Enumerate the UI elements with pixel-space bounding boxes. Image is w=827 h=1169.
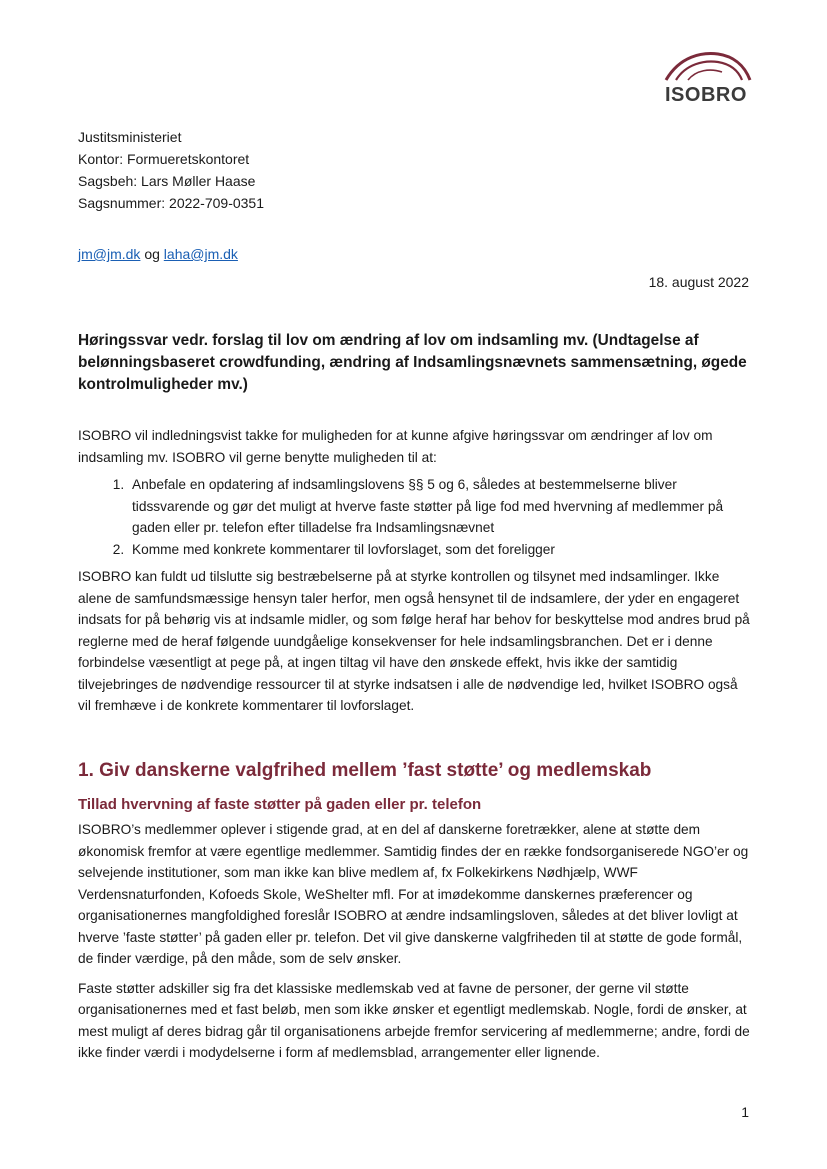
email-link-jm[interactable]: jm@jm.dk [78,246,141,262]
section-1-heading [78,760,651,782]
subject-heading: Høringssvar vedr. forslag til lov om ændring af lov om indsamling mv. (Undtagelse af belønningsbaseret crowdfunding, ændring af Indsamlingsnævnets sammensætning, øgede kontrolmuligheder mv.) [78,332,747,393]
subsection-heading: Tillad hvervning af faste støtter på gaden eller pr. telefon [78,796,482,813]
support-paragraph: ISOBRO kan fuldt ud tilslutte sig bestræbelserne på at styrke kontrollen og tilsynet med indsamlinger. Ikke alene de samfundsmæssige hensyn taler herfor, men også hensynet til de indsamlere, der yder en engageret indsats for på behørig vis at indsamle midler, og som følge heraf har behov for beskyttelse mod andres brud på reglerne med de heraf følgende uundgåelige konsekvenser for hele indsamlingsbranchen. Det er i denne forbindelse væsentligt at pege på, at ingen tiltag vil have den ønskede effekt, hvis ikke der samtidig tilvejebringes de nødvendige ressourcer til at styrke indsatsen i alle de nødvendige led, hvilket ISOBRO også vil fremhæve i de konkrete kommentarer til lovforslaget. [78,569,750,713]
page-number: 1 [741,1104,749,1120]
supporters-paragraph: Faste støtter adskiller sig fra det klassiske medlemskab ved at favne de personer, der gerne vil støtte organisationernes med et fast beløb, men som ikke ønsker et egentligt medlemskab. Nogle, fordi de ønsker, at mest muligt af deres bidrag går til organisationens arbejde fremfor servicering af medlemmerne; andre, fordi de ikke finder værdi i modydelserne i form af medlemsblad, arrangementer eller lignende. [78,980,750,1060]
logo-arch-icon [662,50,752,82]
section-1-body [78,819,750,1072]
recipient-ministry: Justitsministeriet [78,129,182,145]
recipient-case-number: Sagsnummer: 2022-709-0351 [78,195,265,211]
email-connector: og [140,246,164,262]
recommendation-list [78,474,750,560]
list-item: 2. Komme med konkrete kommentarer til lovforslaget, som det foreligger [128,539,750,561]
section-title: Giv danskerne valgfrihed mellem ’fast støtte’ og medlemskab [99,760,652,781]
members-paragraph: ISOBRO’s medlemmer oplever i stigende grad, at en del af danskerne foretrækker, alene at støtte dem økonomisk fremfor at være egentlige medlemmer. Samtidig findes der en række fondsorganiserede NGO’er og selvejende institutioner, som man ikke kan blive medlem af, fx Folkekirkens Nødhjælp, WWF Verdensnaturfonden, Kofoeds Skole, WeShelter mfl. For at imødekomme danskernes præferencer og organisationernes mangfoldighed foreslår ISOBRO at ændre indsamlingsloven, således at det bliver lovligt at hverve ’faste støtter’ på gaden eller pr. telefon. Det vil give danskerne valgfriheden til at støtte de gode formål, de finder værdige, på den måde, som de selv ønsker. [78,822,749,966]
intro-paragraph: ISOBRO vil indledningsvist takke for muligheden for at kunne afgive høringssvar om ændringer af lov om indsamling mv. ISOBRO vil gerne benytte muligheden til at: [78,428,713,465]
recipient-office: Kontor: Formueretskontoret [78,151,250,167]
logo-text: ISOBRO [665,84,747,106]
section-number: 1. [78,760,94,781]
list-item: 1. Anbefale en opdatering af indsamlingslovens §§ 5 og 6, således at bestemmelserne bliver tidssvarende og gør det muligt at hverve faste støtter på lige fod med hvervning af medlemmer på gaden eller pr. telefon efter tilladelse fra Indsamlingsnævnet [128,474,750,539]
email-link-laha[interactable]: laha@jm.dk [163,246,238,262]
email-line [78,243,238,265]
letter-date: 18. august 2022 [648,274,749,290]
intro-body [78,425,750,717]
recipient-case-handler: Sagsbeh: Lars Møller Haase [78,173,256,189]
recipient-address [78,126,264,214]
isobro-logo [660,50,752,108]
